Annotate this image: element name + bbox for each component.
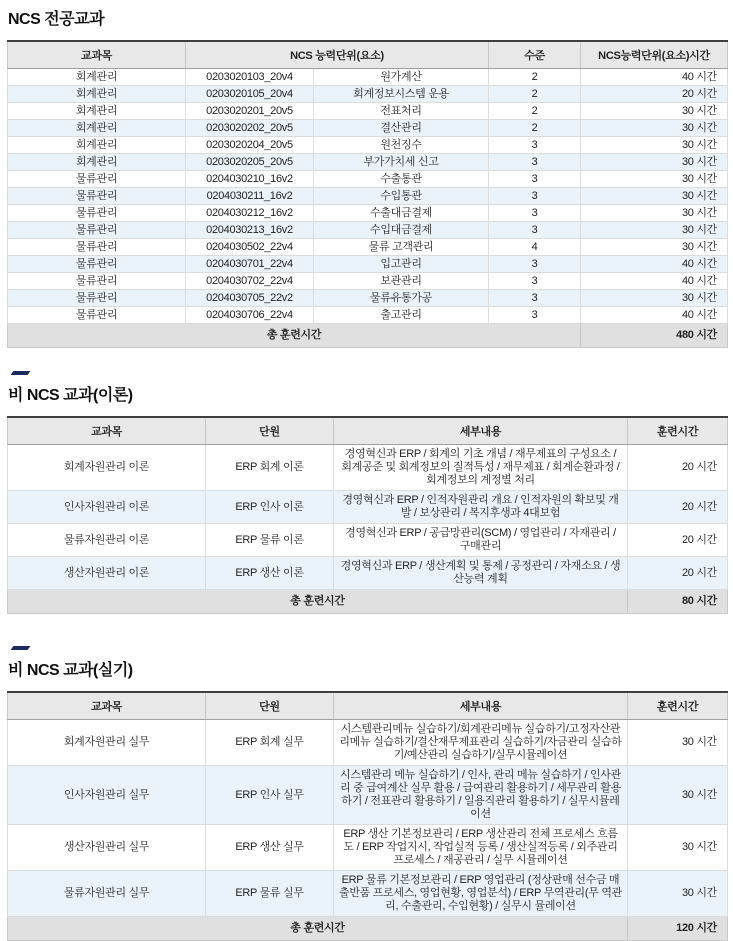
subject-cell: 인사자원관리 실무 (8, 766, 206, 825)
level-cell: 3 (489, 205, 581, 222)
table-header-row (8, 41, 728, 69)
subject-cell: 인사자원관리 이론 (8, 491, 206, 524)
hours-cell: 30 시간 (581, 171, 728, 188)
hours-cell: 30 시간 (581, 205, 728, 222)
detail-cell: 시스템관리 메뉴 실습하기 / 인사, 관리 메뉴 실습하기 / 인사관리 중 급여계산 실무 활용 / 급여관리 활용하기 / 세무관리 활용하기 / 전표관리 활용하기 / 일용직관리 활용하기 / 실무시뮬레이션 (334, 766, 628, 825)
total-row (8, 917, 728, 941)
section-title: NCS 전공교과 (8, 11, 105, 28)
col-header-hours: NCS능력단위(요소)시간 (581, 41, 728, 69)
table-row (8, 256, 728, 273)
ncs-code-cell: 0204030702_22v4 (186, 273, 314, 290)
col-header-ncs-unit: NCS 능력단위(요소) (186, 41, 489, 69)
unit-cell: ERP 물류 실무 (206, 871, 334, 917)
table-row (8, 188, 728, 205)
unit-cell: ERP 회계 실무 (206, 720, 334, 766)
ncs-major-table (7, 40, 728, 348)
ncs-code-cell: 0204030701_22v4 (186, 256, 314, 273)
unit-name-cell: 부가가치세 신고 (314, 154, 489, 171)
col-header-level: 수준 (489, 41, 581, 69)
level-cell: 3 (489, 256, 581, 273)
table-row (8, 205, 728, 222)
total-hours: 120 시간 (628, 917, 728, 941)
level-cell: 3 (489, 273, 581, 290)
col-header-detail: 세부내용 (334, 692, 628, 720)
table-row (8, 120, 728, 137)
table-row (8, 445, 728, 491)
unit-name-cell: 출고관리 (314, 307, 489, 324)
level-cell: 2 (489, 103, 581, 120)
unit-name-cell: 원천징수 (314, 137, 489, 154)
total-label: 총 훈련시간 (8, 590, 628, 614)
detail-cell: 경영혁신과 ERP / 공급망관리(SCM) / 영업관리 / 자재관리 / 구매관리 (334, 524, 628, 557)
hours-cell: 20 시간 (581, 86, 728, 103)
unit-cell: ERP 인사 실무 (206, 766, 334, 825)
unit-name-cell: 결산관리 (314, 120, 489, 137)
hours-cell: 30 시간 (581, 188, 728, 205)
col-header-hours: 훈련시간 (628, 417, 728, 445)
unit-name-cell: 수출통관 (314, 171, 489, 188)
subject-cell: 회계관리 (8, 103, 186, 120)
level-cell: 3 (489, 307, 581, 324)
total-hours: 80 시간 (628, 590, 728, 614)
unit-cell: ERP 생산 이론 (206, 557, 334, 590)
level-cell: 2 (489, 86, 581, 103)
total-row (8, 324, 728, 348)
ncs-code-cell: 0204030211_16v2 (186, 188, 314, 205)
section-title: 비 NCS 교과(이론) (8, 387, 133, 404)
hours-cell: 40 시간 (581, 69, 728, 86)
level-cell: 3 (489, 290, 581, 307)
unit-cell: ERP 회계 이론 (206, 445, 334, 491)
level-cell: 4 (489, 239, 581, 256)
table-row (8, 137, 728, 154)
subject-cell: 물류관리 (8, 256, 186, 273)
hours-cell: 20 시간 (628, 491, 728, 524)
subject-cell: 물류관리 (8, 188, 186, 205)
unit-name-cell: 입고관리 (314, 256, 489, 273)
table-row (8, 273, 728, 290)
table-row (8, 103, 728, 120)
detail-cell: 시스템관리메뉴 실습하기/회계관리메뉴 실습하기/고정자산관리메뉴 실습하기/결산재무제표관리 실습하기/자금관리 실습하기/예산관리 실습하기/실무시뮬레이션 (334, 720, 628, 766)
table-row (8, 825, 728, 871)
detail-cell: 경영혁신과 ERP / 인적자원관리 개요 / 인적자원의 확보및 개발 / 보상관리 / 복지후생과 4대보험 (334, 491, 628, 524)
section-non-ncs-theory (7, 371, 727, 614)
total-label: 총 훈련시간 (8, 324, 581, 348)
hours-cell: 30 시간 (581, 137, 728, 154)
col-header-subject: 교과목 (8, 417, 206, 445)
hours-cell: 40 시간 (581, 273, 728, 290)
subject-cell: 물류자원관리 실무 (8, 871, 206, 917)
ncs-code-cell: 0204030213_16v2 (186, 222, 314, 239)
table-row (8, 491, 728, 524)
col-header-detail: 세부내용 (334, 417, 628, 445)
level-cell: 3 (489, 171, 581, 188)
non-ncs-practice-table (7, 691, 728, 941)
hours-cell: 30 시간 (628, 825, 728, 871)
hours-cell: 30 시간 (581, 120, 728, 137)
col-header-subject: 교과목 (8, 692, 206, 720)
detail-cell: 경영혁신과 ERP / 생산계획 및 통제 / 공정관리 / 자재소요 / 생산능력 계획 (334, 557, 628, 590)
subject-cell: 물류관리 (8, 205, 186, 222)
ncs-code-cell: 0203020201_20v5 (186, 103, 314, 120)
detail-cell: ERP 물류 기본정보관리 / ERP 영업관리 (정상판매 선수금 매출반품 프로세스, 영업현황, 영업분석) / ERP 무역관리(무 역관리, 수출관리, 수입현황) / 실무시 뮬레이션 (334, 871, 628, 917)
hours-cell: 30 시간 (628, 720, 728, 766)
table-row (8, 720, 728, 766)
detail-cell: 경영혁신과 ERP / 회계의 기초 개념 / 재무제표의 구성요소 / 회계공준 및 회계정보의 질적특성 / 재무제표 / 회계순환과정 / 회계정보의 계정별 처리 (334, 445, 628, 491)
ncs-code-cell: 0204030705_22v2 (186, 290, 314, 307)
subject-cell: 물류관리 (8, 290, 186, 307)
table-header-row (8, 692, 728, 720)
unit-name-cell: 회계정보시스템 운용 (314, 86, 489, 103)
subject-cell: 회계자원관리 이론 (8, 445, 206, 491)
table-row (8, 86, 728, 103)
level-cell: 2 (489, 69, 581, 86)
detail-cell: ERP 생산 기본정보관리 / ERP 생산관리 전체 프로세스 흐름도 / ERP 작업지시, 작업실적 등록 / 생산실적등록 / 외주관리 프로세스 / 재공관리 / 실무 시뮬레이션 (334, 825, 628, 871)
unit-cell: ERP 생산 실무 (206, 825, 334, 871)
subject-cell: 회계자원관리 실무 (8, 720, 206, 766)
ncs-code-cell: 0203020105_20v4 (186, 86, 314, 103)
ncs-code-cell: 0204030210_16v2 (186, 171, 314, 188)
subject-cell: 물류관리 (8, 273, 186, 290)
table-row (8, 69, 728, 86)
non-ncs-theory-table (7, 416, 728, 614)
table-header-row (8, 417, 728, 445)
section-dash-icon (11, 371, 31, 375)
section-ncs-major (7, 6, 727, 348)
unit-name-cell: 수출대금결제 (314, 205, 489, 222)
total-row (8, 590, 728, 614)
total-label: 총 훈련시간 (8, 917, 628, 941)
ncs-code-cell: 0204030502_22v4 (186, 239, 314, 256)
table-row (8, 171, 728, 188)
level-cell: 3 (489, 222, 581, 239)
hours-cell: 30 시간 (581, 239, 728, 256)
subject-cell: 회계관리 (8, 120, 186, 137)
unit-name-cell: 수입통관 (314, 188, 489, 205)
subject-cell: 물류관리 (8, 222, 186, 239)
unit-name-cell: 전표처리 (314, 103, 489, 120)
level-cell: 2 (489, 120, 581, 137)
hours-cell: 30 시간 (581, 222, 728, 239)
table-row (8, 766, 728, 825)
level-cell: 3 (489, 154, 581, 171)
table-row (8, 871, 728, 917)
unit-name-cell: 수입대금결제 (314, 222, 489, 239)
total-hours: 480 시간 (581, 324, 728, 348)
unit-name-cell: 물류유통가공 (314, 290, 489, 307)
hours-cell: 30 시간 (581, 154, 728, 171)
ncs-code-cell: 0204030706_22v4 (186, 307, 314, 324)
hours-cell: 30 시간 (628, 766, 728, 825)
subject-cell: 생산자원관리 이론 (8, 557, 206, 590)
unit-cell: ERP 물류 이론 (206, 524, 334, 557)
hours-cell: 20 시간 (628, 445, 728, 491)
col-header-unit: 단원 (206, 692, 334, 720)
table-row (8, 524, 728, 557)
unit-name-cell: 원가계산 (314, 69, 489, 86)
ncs-code-cell: 0203020103_20v4 (186, 69, 314, 86)
hours-cell: 20 시간 (628, 524, 728, 557)
subject-cell: 회계관리 (8, 137, 186, 154)
col-header-unit: 단원 (206, 417, 334, 445)
table-row (8, 154, 728, 171)
table-row (8, 307, 728, 324)
ncs-code-cell: 0204030212_16v2 (186, 205, 314, 222)
ncs-code-cell: 0203020202_20v5 (186, 120, 314, 137)
unit-name-cell: 보관관리 (314, 273, 489, 290)
table-row (8, 222, 728, 239)
subject-cell: 회계관리 (8, 69, 186, 86)
hours-cell: 40 시간 (581, 256, 728, 273)
subject-cell: 생산자원관리 실무 (8, 825, 206, 871)
section-title: 비 NCS 교과(실기) (8, 662, 133, 679)
hours-cell: 30 시간 (581, 103, 728, 120)
subject-cell: 물류자원관리 이론 (8, 524, 206, 557)
hours-cell: 20 시간 (628, 557, 728, 590)
table-row (8, 239, 728, 256)
subject-cell: 물류관리 (8, 239, 186, 256)
unit-name-cell: 물류 고객관리 (314, 239, 489, 256)
subject-cell: 물류관리 (8, 307, 186, 324)
col-header-subject: 교과목 (8, 41, 186, 69)
level-cell: 3 (489, 188, 581, 205)
ncs-code-cell: 0203020205_20v5 (186, 154, 314, 171)
section-non-ncs-practice (7, 646, 727, 941)
unit-cell: ERP 인사 이론 (206, 491, 334, 524)
subject-cell: 회계관리 (8, 86, 186, 103)
subject-cell: 회계관리 (8, 154, 186, 171)
hours-cell: 40 시간 (581, 307, 728, 324)
table-row (8, 557, 728, 590)
subject-cell: 물류관리 (8, 171, 186, 188)
hours-cell: 30 시간 (628, 871, 728, 917)
col-header-hours: 훈련시간 (628, 692, 728, 720)
ncs-code-cell: 0203020204_20v5 (186, 137, 314, 154)
hours-cell: 30 시간 (581, 290, 728, 307)
level-cell: 3 (489, 137, 581, 154)
section-dash-icon (11, 646, 31, 650)
table-row (8, 290, 728, 307)
